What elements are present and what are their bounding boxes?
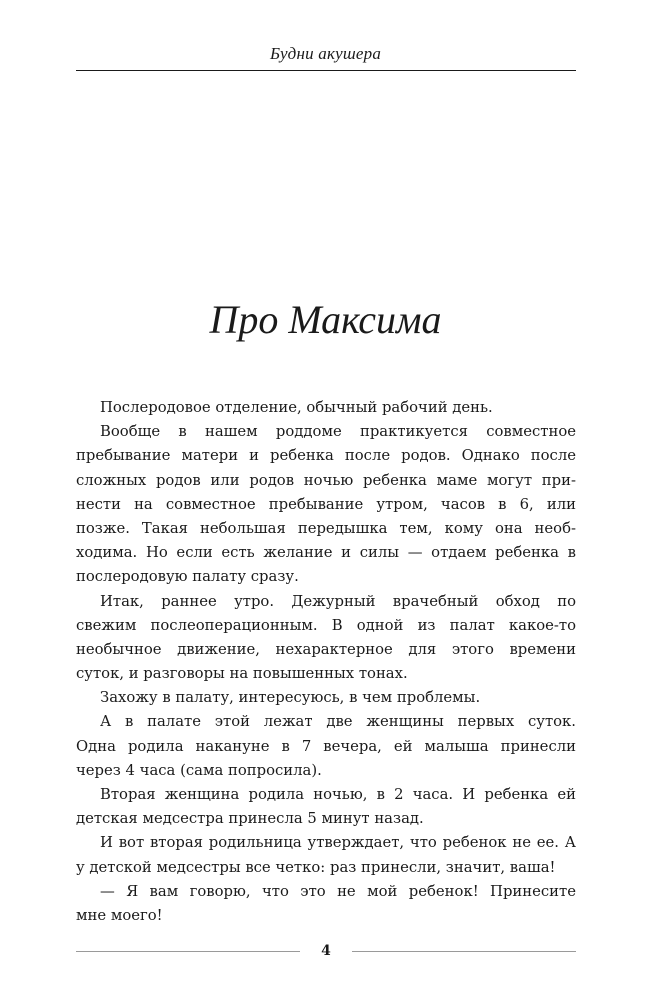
text-line: послеродовую палату сразу. <box>76 568 299 586</box>
page-number: 4 <box>321 943 331 959</box>
footer-rule-right <box>352 951 576 952</box>
text-line: И вот вторая родильница утверждает, что ребенок не ее. А <box>100 834 576 852</box>
text-line: Итак, раннее утро. Дежурный врачебный обход по <box>100 592 576 610</box>
text-line: пребывание матери и ребенка после родов. Однако после <box>76 447 576 465</box>
text-line: Одна родила накануне в 7 вечера, ей малыша принесли <box>76 737 576 755</box>
text-line: свежим послеоперационным. В одной из палат какое-то <box>76 616 576 634</box>
text-line: — Я вам говорю, что это не мой ребенок! Принесите <box>100 882 576 900</box>
text-line: через 4 часа (сама попросила). <box>76 761 322 779</box>
text-line: суток, и разговоры на повышенных тонах. <box>76 665 408 683</box>
text-line: у детской медсестры все четко: раз принесли, значит, ваша! <box>76 858 556 876</box>
text-line: А в палате этой лежат две женщины первых суток. <box>100 713 576 731</box>
text-line: Захожу в палату, интересуюсь, в чем проблемы. <box>100 689 481 707</box>
header-rule <box>76 70 576 71</box>
text-line: мне моего! <box>76 906 163 924</box>
running-head: Будни акушера <box>269 44 382 63</box>
text-line: сложных родов или родов ночью ребенка маме могут при- <box>76 471 576 489</box>
body-text <box>76 396 576 928</box>
text-line: позже. Такая небольшая передышка тем, кому она необ- <box>76 519 576 537</box>
text-line: Вторая женщина родила ночью, в 2 часа. И ребенка ей <box>100 786 576 803</box>
text-line: Вообще в нашем роддоме практикуется совместное <box>100 423 576 441</box>
text-line: ходима. Но если есть желание и силы — отдаем ребенка в <box>76 544 576 562</box>
chapter-title: Про Максима <box>209 297 442 342</box>
text-line: Послеродовое отделение, обычный рабочий день. <box>100 399 493 416</box>
text-line: детская медсестра принесла 5 минут назад. <box>76 810 424 828</box>
page-footer <box>76 940 576 962</box>
text-line: нести на совместное пребывание утром, часов в 6, или <box>76 495 576 513</box>
text-line: необычное движение, нехарактерное для этого времени <box>76 640 576 658</box>
